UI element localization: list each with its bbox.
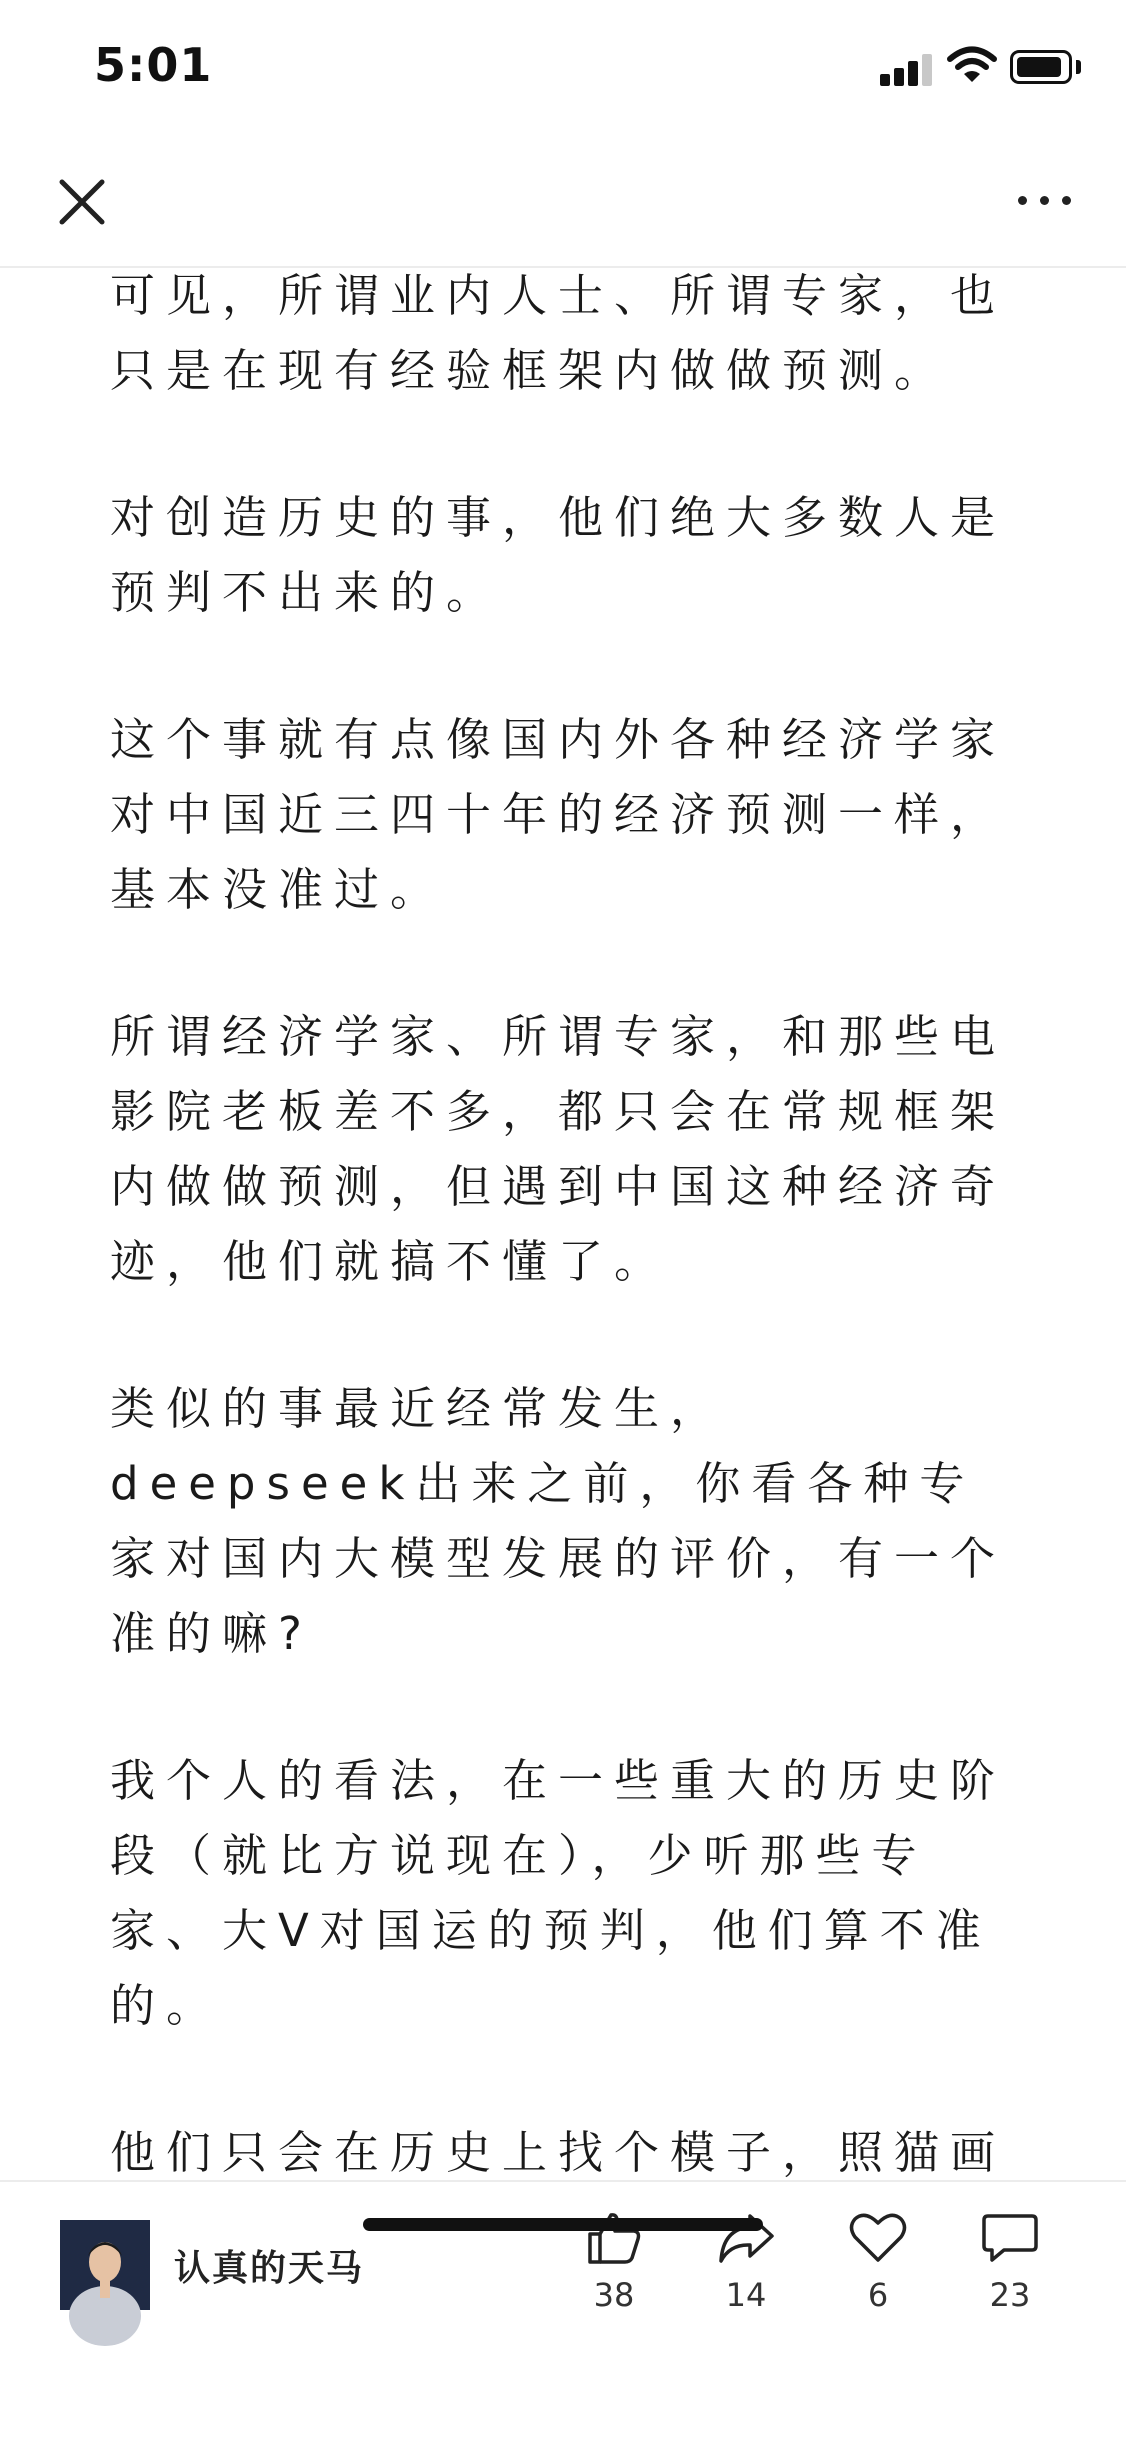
paragraph-1: 可见，所谓业内人士、所谓专家，也只是在现有经验框架内做做预测。: [110, 269, 1007, 397]
paragraph-6: 我个人的看法，在一些重大的历史阶段（就比方说现在），少听那些专家、大V对国运的预判，他们算不准的。: [110, 1754, 1007, 2032]
author-avatar[interactable]: [60, 2220, 150, 2310]
author-name[interactable]: 认真的天马: [174, 2248, 365, 2289]
paragraph-2: 对创造历史的事，他们绝大多数人是预判不出来的。: [110, 491, 1007, 619]
heart-icon: [848, 2210, 908, 2266]
status-bar: [0, 0, 1126, 140]
more-options-button[interactable]: [1010, 180, 1080, 220]
paragraph-7: 他们只会在历史上找个模子，照猫画: [110, 2126, 1007, 2179]
favorite-count: 6: [867, 2276, 889, 2314]
share-count: 14: [725, 2276, 767, 2314]
close-icon: [50, 170, 114, 234]
cellular-signal-icon: [880, 52, 932, 86]
status-time: 5:01: [94, 38, 213, 92]
wifi-icon: [948, 46, 996, 84]
comment-bubble-icon: [980, 2210, 1040, 2266]
battery-icon: [1010, 50, 1072, 84]
more-options-icon: [1018, 196, 1027, 205]
comment-button[interactable]: [960, 2210, 1060, 2314]
home-indicator[interactable]: [363, 2218, 763, 2231]
close-button[interactable]: [50, 170, 114, 234]
battery-tip: [1076, 60, 1081, 74]
paragraph-4: 所谓经济学家、所谓专家，和那些电影院老板差不多，都只会在常规框架内做做预测，但遇到中国这种经济奇迹，他们就搞不懂了。: [110, 1010, 1007, 1288]
paragraph-3: 这个事就有点像国内外各种经济学家对中国近三四十年的经济预测一样，基本没准过。: [110, 713, 1007, 916]
comment-count: 23: [989, 2276, 1031, 2314]
avatar-image: [60, 2220, 150, 2310]
paragraph-5: 类似的事最近经常发生，deepseek出来之前，你看各种专家对国内大模型发展的评价，有一个准的嘛?: [110, 1382, 1007, 1660]
like-count: 38: [593, 2276, 635, 2314]
favorite-button[interactable]: [828, 2210, 928, 2314]
nav-bar: [0, 140, 1126, 268]
article-content: [110, 258, 1020, 2337]
article-body[interactable]: [0, 268, 1126, 2180]
